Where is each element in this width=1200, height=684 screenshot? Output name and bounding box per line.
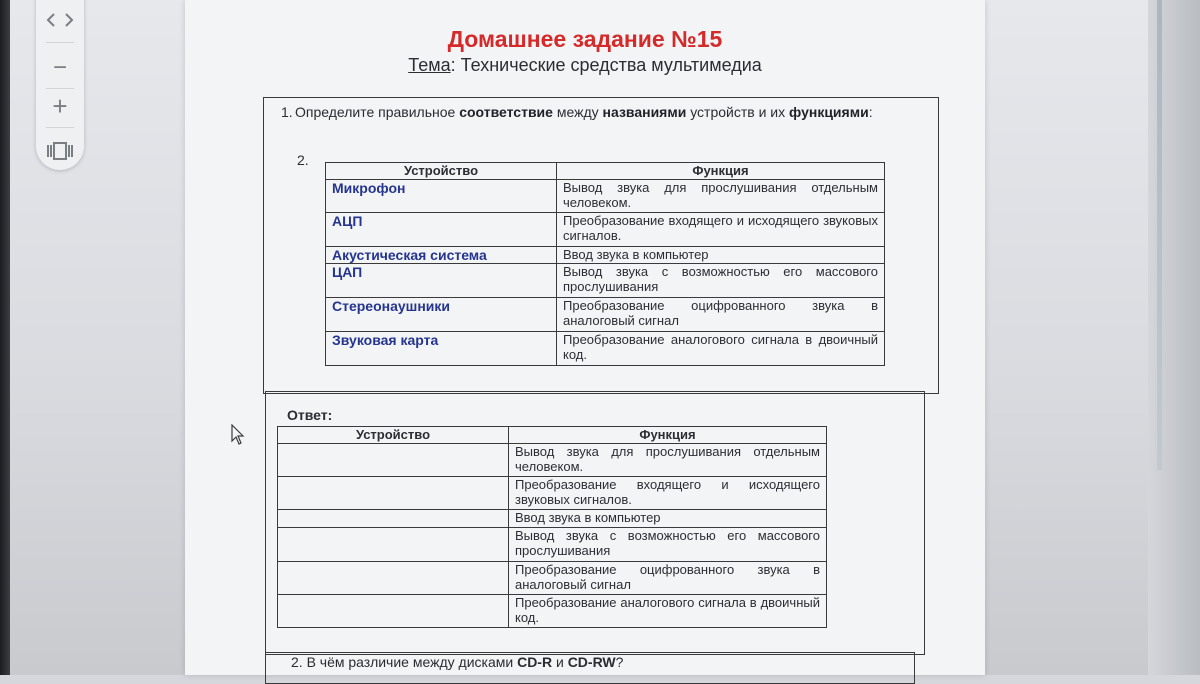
- table-row: [326, 247, 885, 264]
- prev-next-arrows-icon: [45, 12, 75, 28]
- table-row: [326, 298, 885, 332]
- function-cell: Ввод звука в компьютер: [557, 247, 885, 264]
- answer-table: [277, 426, 827, 628]
- function-cell: Преобразование оцифрованного звука в аналоговый сигнал: [557, 298, 885, 332]
- device-answer-cell[interactable]: [278, 444, 509, 477]
- function-cell: Преобразование аналогового сигнала в двоичный код.: [509, 595, 827, 628]
- right-panel-accent: [1157, 0, 1162, 470]
- table-row: [278, 444, 827, 477]
- document-topic: [185, 55, 985, 76]
- table-row: [326, 180, 885, 213]
- matching-table: [325, 162, 885, 366]
- question-1: 1. Определите правильное соответствие между названиями устройств и их функциями:: [281, 104, 873, 120]
- function-cell: Преобразование аналогового сигнала в двоичный код.: [557, 332, 885, 366]
- column-header-device: Устройство: [278, 427, 509, 444]
- device-answer-cell[interactable]: [278, 528, 509, 562]
- zoom-out-button[interactable]: −: [52, 54, 67, 81]
- document-page: [185, 0, 985, 675]
- document-title: Домашнее задание №15: [447, 26, 723, 52]
- table-row: [326, 264, 885, 298]
- topic-text: : Технические средства мультимедиа: [450, 55, 762, 75]
- device-cell: АЦП: [326, 213, 557, 247]
- table-row: [326, 332, 885, 366]
- device-cell: ЦАП: [326, 264, 557, 298]
- mouse-cursor-icon: [230, 424, 246, 446]
- table-header-row: [278, 427, 827, 444]
- function-cell: Ввод звука в компьютер: [509, 510, 827, 528]
- table-row: [278, 562, 827, 595]
- zoom-toolbar: [36, 0, 84, 170]
- function-cell: Вывод звука для прослушивания отдельным человеком.: [557, 180, 885, 213]
- device-cell: Звуковая карта: [326, 332, 557, 366]
- device-answer-cell[interactable]: [278, 562, 509, 595]
- function-cell: Вывод звука для прослушивания отдельным человеком.: [509, 444, 827, 477]
- function-cell: Преобразование оцифрованного звука в аналоговый сигнал: [509, 562, 827, 595]
- device-answer-cell[interactable]: [278, 595, 509, 628]
- device-cell: Акустическая система: [326, 247, 557, 264]
- table-row: [326, 213, 885, 247]
- table-row: [278, 595, 827, 628]
- device-cell: Стереонаушники: [326, 298, 557, 332]
- column-header-device: Устройство: [326, 163, 557, 180]
- function-cell: Преобразование входящего и исходящего звуковых сигналов.: [509, 477, 827, 510]
- right-panel: [1148, 0, 1200, 675]
- question-1-number: 1.: [281, 104, 293, 120]
- item-2-number: 2.: [297, 152, 309, 168]
- device-answer-cell[interactable]: [278, 510, 509, 528]
- device-cell: Микрофон: [326, 180, 557, 213]
- table-row: [278, 528, 827, 562]
- answer-label: Ответ:: [287, 407, 333, 423]
- function-cell: Преобразование входящего и исходящего звуковых сигналов.: [557, 213, 885, 247]
- column-header-function: Функция: [509, 427, 827, 444]
- table-row: [278, 510, 827, 528]
- zoom-in-button[interactable]: +: [52, 90, 68, 121]
- topic-label: Тема: [408, 55, 451, 75]
- page-nav-button[interactable]: [36, 0, 84, 40]
- screen-bezel: [0, 0, 10, 675]
- fit-page-button[interactable]: [36, 131, 84, 171]
- function-cell: Вывод звука с возможностью его массового прослушивания: [557, 264, 885, 298]
- table-row: [278, 477, 827, 510]
- question-2: 2. В чём различие между дисками CD-R и CD-RW?: [291, 654, 624, 670]
- table-header-row: [326, 163, 885, 180]
- fit-page-icon: [44, 141, 76, 161]
- device-answer-cell[interactable]: [278, 477, 509, 510]
- function-cell: Вывод звука с возможностью его массового прослушивания: [509, 528, 827, 562]
- column-header-function: Функция: [557, 163, 885, 180]
